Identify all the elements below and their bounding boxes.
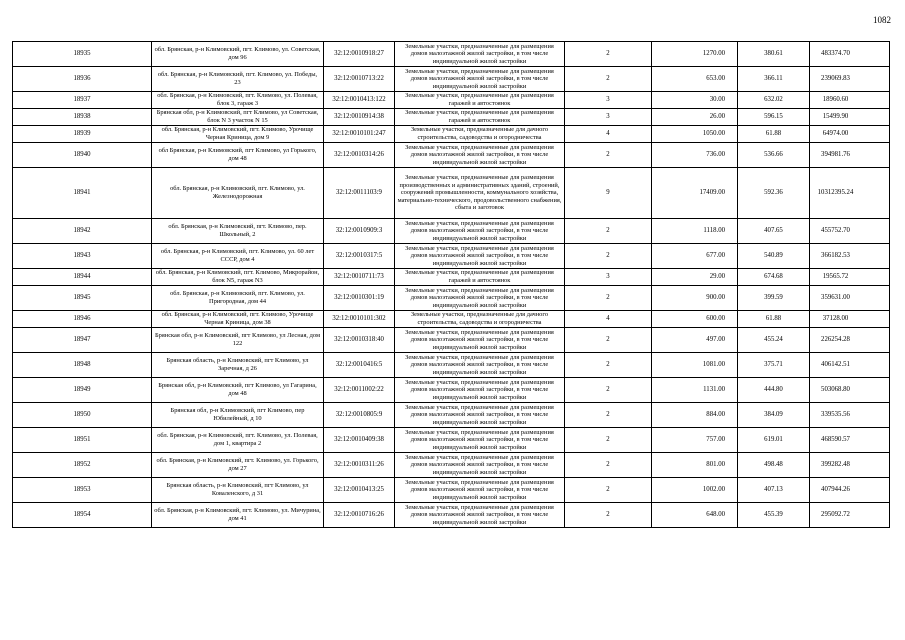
land-use-cell: Земельные участки, предназначенные для размещения домов малоэтажной жилой застройки, в том числе индивидуальной жилой застройки [395, 244, 565, 269]
table-row [13, 42, 890, 67]
table-row [13, 311, 890, 328]
group-code-cell: 2 [565, 42, 652, 67]
group-code-cell: 2 [565, 67, 652, 92]
table-row [13, 168, 890, 219]
table-row [13, 109, 890, 126]
group-code-cell: 2 [565, 453, 652, 478]
specific-value-cell: 380.61 [738, 42, 810, 67]
table-row [13, 126, 890, 143]
cadastral-number-cell: 32:12:0011103:9 [324, 168, 395, 219]
cadastral-number-cell: 32:12:0010805:9 [324, 403, 395, 428]
land-use-cell: Земельные участки, предназначенные для размещения домов малоэтажной жилой застройки, в том числе индивидуальной жилой застройки [395, 42, 565, 67]
specific-value-cell: 596.15 [738, 109, 810, 126]
land-use-cell: Земельные участки, предназначенные для размещения домов малоэтажной жилой застройки, в том числе индивидуальной жилой застройки [395, 143, 565, 168]
address-cell: Брянская обл, р-н Климовский, пгт Климово, ул Советская, блок N 3 участок N 15 [152, 109, 324, 126]
address-cell: обл. Брянская, р-н Климовский, пгт. Климово, ул. Железнодорожная [152, 168, 324, 219]
cadastral-value-cell: 366182.53 [810, 244, 890, 269]
cadastral-number-cell: 32:12:0010918:27 [324, 42, 395, 67]
group-code-cell: 3 [565, 269, 652, 286]
address-cell: обл. Брянская, р-н Климовский, пгт. Климово, ул. 60 лет СССР, дом 4 [152, 244, 324, 269]
row-number-cell: 18943 [13, 244, 152, 269]
area-cell: 17409.00 [652, 168, 738, 219]
area-cell: 653.00 [652, 67, 738, 92]
cadastral-value-cell: 295092.72 [810, 503, 890, 528]
cadastral-number-cell: 32:12:0010101:247 [324, 126, 395, 143]
cadastral-number-cell: 32:12:0010413:25 [324, 478, 395, 503]
land-use-cell: Земельные участки, предназначенные для размещения домов малоэтажной жилой застройки, в том числе индивидуальной жилой застройки [395, 403, 565, 428]
registry-body [13, 42, 890, 528]
address-cell: обл. Брянская, р-н Климовский, пгт. Климово, ул. Горького, дом 27 [152, 453, 324, 478]
row-number-cell: 18936 [13, 67, 152, 92]
cadastral-value-cell: 394981.76 [810, 143, 890, 168]
area-cell: 497.00 [652, 328, 738, 353]
land-use-cell: Земельные участки, предназначенные для размещения гаражей и автостоянок [395, 269, 565, 286]
specific-value-cell: 674.68 [738, 269, 810, 286]
row-number-cell: 18941 [13, 168, 152, 219]
group-code-cell: 2 [565, 219, 652, 244]
cadastral-value-cell: 64974.00 [810, 126, 890, 143]
address-cell: обл. Брянская, р-н Климовский, пгт. Климово, пер. Школьный, 2 [152, 219, 324, 244]
row-number-cell: 18940 [13, 143, 152, 168]
address-cell: обл. Брянская, р-н Климовский, пгт. Климово, Урочище Черная Криница, дом 9 [152, 126, 324, 143]
cadastral-number-cell: 32:12:0010711:73 [324, 269, 395, 286]
cadastral-number-cell: 32:12:0010413:122 [324, 92, 395, 109]
address-cell: обл. Брянская, р-н Климовский, пгт. Климово, Урочище Черная Криница, дом 38 [152, 311, 324, 328]
cadastral-number-cell: 32:12:0010301:19 [324, 286, 395, 311]
specific-value-cell: 455.39 [738, 503, 810, 528]
address-cell: Брянская обл, р-н Климовский, пгт Климово, ул Лесная, дом 122 [152, 328, 324, 353]
cadastral-number-cell: 32:12:0010101:302 [324, 311, 395, 328]
row-number-cell: 18946 [13, 311, 152, 328]
cadastral-value-cell: 37128.00 [810, 311, 890, 328]
specific-value-cell: 455.24 [738, 328, 810, 353]
table-row [13, 143, 890, 168]
group-code-cell: 2 [565, 353, 652, 378]
address-cell: обл Брянская, р-н Климовский, пгт Климово, ул Горького, дом 48 [152, 143, 324, 168]
row-number-cell: 18952 [13, 453, 152, 478]
cadastral-number-cell: 32:12:0010713:22 [324, 67, 395, 92]
area-cell: 736.00 [652, 143, 738, 168]
land-use-cell: Земельные участки, предназначенные для размещения домов малоэтажной жилой застройки, в том числе индивидуальной жилой застройки [395, 353, 565, 378]
specific-value-cell: 61.88 [738, 126, 810, 143]
area-cell: 1050.00 [652, 126, 738, 143]
table-row [13, 328, 890, 353]
specific-value-cell: 407.13 [738, 478, 810, 503]
address-cell: обл. Брянская, р-н Климовский, пгт. Климово, ул. Полевая, дом 1, квартира 2 [152, 428, 324, 453]
area-cell: 1270.00 [652, 42, 738, 67]
area-cell: 1118.00 [652, 219, 738, 244]
land-use-cell: Земельные участки, предназначенные для размещения домов малоэтажной жилой застройки, в том числе индивидуальной жилой застройки [395, 378, 565, 403]
group-code-cell: 2 [565, 328, 652, 353]
address-cell: обл. Брянская, р-н Климовский, пгт. Климово, ул. Мичурина, дом 41 [152, 503, 324, 528]
cadastral-number-cell: 32:12:0010314:26 [324, 143, 395, 168]
page-number: 1082 [873, 15, 891, 25]
address-cell: обл. Брянская, р-н Климовский, пгт. Климово, Микрорайон, блок N5, гараж N3 [152, 269, 324, 286]
land-use-cell: Земельные участки, предназначенные для размещения домов малоэтажной жилой застройки, в том числе индивидуальной жилой застройки [395, 503, 565, 528]
address-cell: Брянская обл, р-н Климовский, пгт Климово, ул Гагарина, дом 48 [152, 378, 324, 403]
address-cell: Брянская обл, р-н Климовский, пгт Климово, пер Юбилейный, д 10 [152, 403, 324, 428]
land-use-cell: Земельные участки, предназначенные для размещения домов малоэтажной жилой застройки, в том числе индивидуальной жилой застройки [395, 328, 565, 353]
area-cell: 900.00 [652, 286, 738, 311]
group-code-cell: 2 [565, 403, 652, 428]
cadastral-value-cell: 19565.72 [810, 269, 890, 286]
area-cell: 677.00 [652, 244, 738, 269]
cadastral-number-cell: 32:12:0010416:5 [324, 353, 395, 378]
table-row [13, 453, 890, 478]
table-row [13, 219, 890, 244]
row-number-cell: 18942 [13, 219, 152, 244]
cadastral-number-cell: 32:12:0010317:5 [324, 244, 395, 269]
table-row [13, 428, 890, 453]
specific-value-cell: 619.01 [738, 428, 810, 453]
row-number-cell: 18947 [13, 328, 152, 353]
table-row [13, 67, 890, 92]
row-number-cell: 18951 [13, 428, 152, 453]
land-use-cell: Земельные участки, предназначенные для размещения гаражей и автостоянок [395, 109, 565, 126]
cadastral-value-cell: 468590.57 [810, 428, 890, 453]
row-number-cell: 18949 [13, 378, 152, 403]
land-use-cell: Земельные участки, предназначенные для размещения домов малоэтажной жилой застройки, в том числе индивидуальной жилой застройки [395, 67, 565, 92]
cadastral-number-cell: 32:12:0010409:38 [324, 428, 395, 453]
specific-value-cell: 498.48 [738, 453, 810, 478]
table-row [13, 403, 890, 428]
table-row [13, 478, 890, 503]
cadastral-value-cell: 406142.51 [810, 353, 890, 378]
table-row [13, 244, 890, 269]
area-cell: 1002.00 [652, 478, 738, 503]
specific-value-cell: 540.89 [738, 244, 810, 269]
land-use-cell: Земельные участки, предназначенные для размещения домов малоэтажной жилой застройки, в том числе индивидуальной жилой застройки [395, 428, 565, 453]
area-cell: 1131.00 [652, 378, 738, 403]
group-code-cell: 2 [565, 286, 652, 311]
land-use-cell: Земельные участки, предназначенные для размещения производственных и административных зданий, строений, сооружений промышленности, коммунального хозяйства, материально-технического, продовольственного снабжения, сбыта и заготовок [395, 168, 565, 219]
table-row [13, 503, 890, 528]
area-cell: 884.00 [652, 403, 738, 428]
group-code-cell: 3 [565, 92, 652, 109]
land-use-cell: Земельные участки, предназначенные для размещения домов малоэтажной жилой застройки, в том числе индивидуальной жилой застройки [395, 286, 565, 311]
specific-value-cell: 592.36 [738, 168, 810, 219]
table-row [13, 269, 890, 286]
cadastral-value-cell: 339535.56 [810, 403, 890, 428]
cadastral-value-cell: 399282.48 [810, 453, 890, 478]
cadastral-number-cell: 32:12:0010311:26 [324, 453, 395, 478]
cadastral-value-cell: 483374.70 [810, 42, 890, 67]
cadastral-value-cell: 239069.83 [810, 67, 890, 92]
cadastral-value-cell: 18960.60 [810, 92, 890, 109]
row-number-cell: 18948 [13, 353, 152, 378]
address-cell: обл. Брянская, р-н Климовский, пгт. Климово, ул. Победы, 23 [152, 67, 324, 92]
group-code-cell: 3 [565, 109, 652, 126]
specific-value-cell: 536.66 [738, 143, 810, 168]
specific-value-cell: 444.80 [738, 378, 810, 403]
cadastral-number-cell: 32:12:0010716:26 [324, 503, 395, 528]
row-number-cell: 18945 [13, 286, 152, 311]
cadastral-registry-table [12, 41, 890, 528]
address-cell: обл. Брянская, р-н Климовский, пгт. Климово, ул. Советская, дом 96 [152, 42, 324, 67]
row-number-cell: 18954 [13, 503, 152, 528]
group-code-cell: 2 [565, 478, 652, 503]
area-cell: 30.00 [652, 92, 738, 109]
row-number-cell: 18939 [13, 126, 152, 143]
land-use-cell: Земельные участки, предназначенные для размещения домов малоэтажной жилой застройки, в том числе индивидуальной жилой застройки [395, 478, 565, 503]
cadastral-value-cell: 226254.28 [810, 328, 890, 353]
specific-value-cell: 407.65 [738, 219, 810, 244]
group-code-cell: 9 [565, 168, 652, 219]
specific-value-cell: 384.09 [738, 403, 810, 428]
table-row [13, 378, 890, 403]
cadastral-number-cell: 32:12:0011002:22 [324, 378, 395, 403]
group-code-cell: 2 [565, 378, 652, 403]
row-number-cell: 18953 [13, 478, 152, 503]
area-cell: 1081.00 [652, 353, 738, 378]
cadastral-value-cell: 455752.70 [810, 219, 890, 244]
table-row [13, 353, 890, 378]
row-number-cell: 18950 [13, 403, 152, 428]
land-use-cell: Земельные участки, предназначенные для дачного строительства, садоводства и огородничества [395, 311, 565, 328]
group-code-cell: 4 [565, 311, 652, 328]
specific-value-cell: 375.71 [738, 353, 810, 378]
area-cell: 648.00 [652, 503, 738, 528]
land-use-cell: Земельные участки, предназначенные для дачного строительства, садоводства и огородничества [395, 126, 565, 143]
cadastral-value-cell: 15499.90 [810, 109, 890, 126]
address-cell: обл. Брянская, р-н Климовский, пгт. Климово, ул. Полевая, блок 3, гараж 3 [152, 92, 324, 109]
land-use-cell: Земельные участки, предназначенные для размещения домов малоэтажной жилой застройки, в том числе индивидуальной жилой застройки [395, 219, 565, 244]
address-cell: Брянская область, р-н Климовский, пгт Климово, ул Заречная, д 26 [152, 353, 324, 378]
area-cell: 26.00 [652, 109, 738, 126]
cadastral-value-cell: 359631.00 [810, 286, 890, 311]
address-cell: обл. Брянская, р-н Климовский, пгт. Климово, ул. Пригородная, дом 44 [152, 286, 324, 311]
cadastral-number-cell: 32:12:0010909:3 [324, 219, 395, 244]
specific-value-cell: 61.88 [738, 311, 810, 328]
group-code-cell: 4 [565, 126, 652, 143]
specific-value-cell: 632.02 [738, 92, 810, 109]
cadastral-number-cell: 32:12:0010914:38 [324, 109, 395, 126]
specific-value-cell: 366.11 [738, 67, 810, 92]
group-code-cell: 2 [565, 143, 652, 168]
land-use-cell: Земельные участки, предназначенные для размещения домов малоэтажной жилой застройки, в том числе индивидуальной жилой застройки [395, 453, 565, 478]
area-cell: 801.00 [652, 453, 738, 478]
row-number-cell: 18935 [13, 42, 152, 67]
group-code-cell: 2 [565, 503, 652, 528]
table-row [13, 286, 890, 311]
cadastral-value-cell: 503068.80 [810, 378, 890, 403]
cadastral-value-cell: 10312395.24 [810, 168, 890, 219]
area-cell: 600.00 [652, 311, 738, 328]
row-number-cell: 18938 [13, 109, 152, 126]
row-number-cell: 18944 [13, 269, 152, 286]
area-cell: 757.00 [652, 428, 738, 453]
table-row [13, 92, 890, 109]
address-cell: Брянская область, р-н Климовский, пгт Климово, ул Коваленского, д 31 [152, 478, 324, 503]
group-code-cell: 2 [565, 428, 652, 453]
group-code-cell: 2 [565, 244, 652, 269]
specific-value-cell: 399.59 [738, 286, 810, 311]
cadastral-number-cell: 32:12:0010318:40 [324, 328, 395, 353]
area-cell: 29.00 [652, 269, 738, 286]
cadastral-value-cell: 407944.26 [810, 478, 890, 503]
row-number-cell: 18937 [13, 92, 152, 109]
land-use-cell: Земельные участки, предназначенные для размещения гаражей и автостоянок [395, 92, 565, 109]
